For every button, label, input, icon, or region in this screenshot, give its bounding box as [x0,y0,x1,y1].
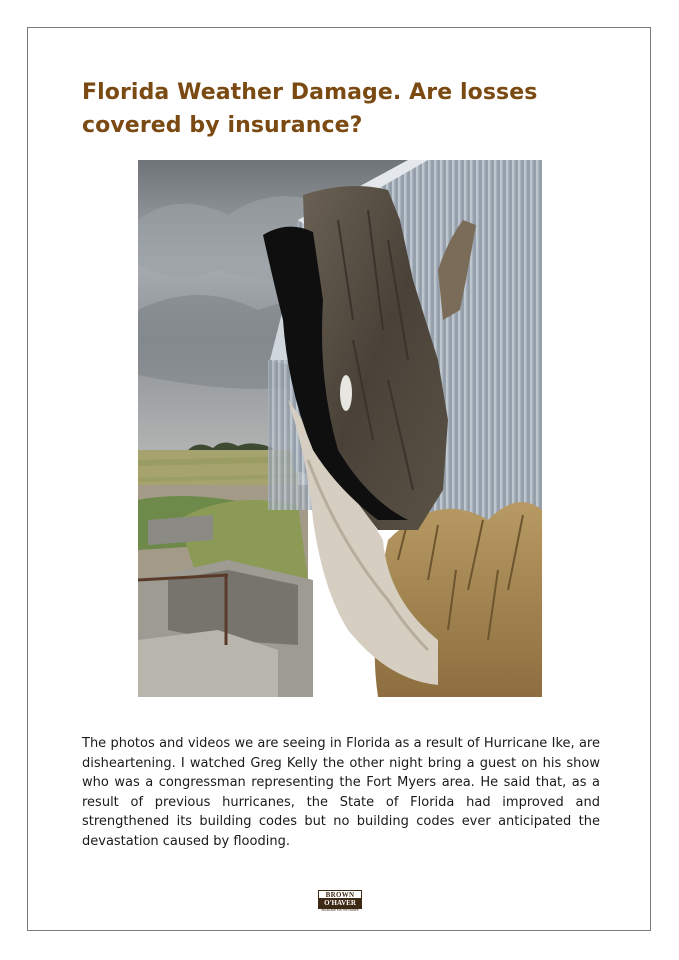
logo-line-1: BROWN [318,890,362,899]
company-logo [318,890,362,914]
article-body: The photos and videos we are seeing in Florida as a result of Hurricane Ike, are disheartening. I watched Greg Kelly the other night bring a guest on his show who was a congressman representing the Fort Myers area. He said that, as a result of previous hurricanes, the State of Florida had improved and strengthened its building codes but no building codes ever anticipated the devastation caused by flooding. [82,736,600,849]
logo-line-2: O'HAVER [318,899,362,909]
storm-damage-photo [138,160,542,697]
logo-tagline: INSURANCE FOR THE FARMER [321,909,359,912]
page-title: Florida Weather Damage. Are losses covered by insurance? [82,80,538,138]
